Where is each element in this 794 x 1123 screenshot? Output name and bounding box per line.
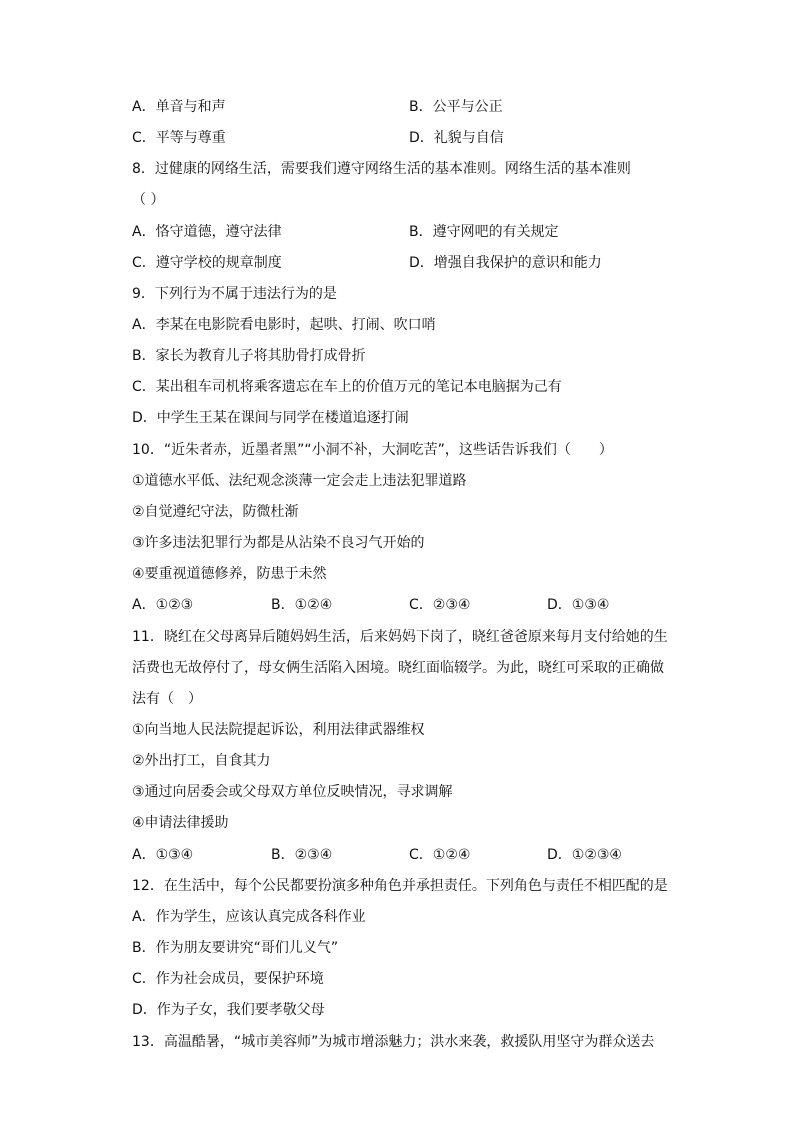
q9-stem: 9．下列行为不属于违法行为的是 xyxy=(132,286,337,302)
q7-option-b: B．公平与公正 xyxy=(409,99,503,115)
q9-option-d: D．中学生王某在课间与同学在楼道追逐打闹 xyxy=(132,410,409,426)
q12-option-c: C．作为社会成员，要保护环境 xyxy=(132,971,324,987)
q12-option-a: A．作为学生，应该认真完成各科作业 xyxy=(132,909,366,925)
q10-option-b: B．①②④ xyxy=(271,597,333,613)
q11-stem-line3: 法有（ ） xyxy=(132,691,202,707)
q10-stem: 10．“近朱者赤，近墨者黑”“小洞不补，大洞吃苦”，这些话告诉我们（ ） xyxy=(132,442,613,458)
q8-stem-line1: 8．过健康的网络生活，需要我们遵守网络生活的基本准则。网络生活的基本准则 xyxy=(132,161,631,177)
q11-stem-line1: 11．晓红在父母离异后随妈妈生活，后来妈妈下岗了，晓红爸爸原来每月支付给她的生 xyxy=(132,629,668,645)
q9-option-c: C．某出租车司机将乘客遗忘在车上的价值万元的笔记本电脑据为己有 xyxy=(132,379,562,395)
q10-statement-4: ④要重视道德修养，防患于未然 xyxy=(132,566,327,582)
q8-option-b: B．遵守网吧的有关规定 xyxy=(409,224,559,240)
q11-stem-line2: 活费也无故停付了，母女俩生活陷入困境。晓红面临辍学。为此，晓红可采取的正确做 xyxy=(132,660,664,676)
q7-option-a: A．单音与和声 xyxy=(132,99,226,115)
q12-stem: 12．在生活中，每个公民都要扮演多种角色并承担责任。下列角色与责任不相匹配的是 xyxy=(132,878,668,894)
q9-option-b: B．家长为教育儿子将其肋骨打成骨折 xyxy=(132,348,366,364)
q7-option-c: C．平等与尊重 xyxy=(132,130,226,146)
q11-option-a: A．①③④ xyxy=(132,847,194,863)
q11-option-c: C．①②④ xyxy=(409,847,471,863)
q10-option-a: A．①②③ xyxy=(132,597,194,613)
q7-option-d: D．礼貌与自信 xyxy=(409,130,504,146)
q10-option-c: C．②③④ xyxy=(409,597,471,613)
q11-statement-2: ②外出打工，自食其力 xyxy=(132,753,271,769)
q11-option-b: B．②③④ xyxy=(271,847,333,863)
q10-statement-1: ①道德水平低、法纪观念淡薄一定会走上违法犯罪道路 xyxy=(132,473,467,489)
q8-option-d: D．增强自我保护的意识和能力 xyxy=(409,255,602,271)
q9-option-a: A．李某在电影院看电影时，起哄、打闹、吹口哨 xyxy=(132,317,436,333)
q13-stem-line1: 13．高温酷暑，“城市美容师”为城市增添魅力；洪水来袭，救援队用坚守为群众送去 xyxy=(132,1034,655,1050)
q12-option-b: B．作为朋友要讲究“哥们儿义气” xyxy=(132,940,339,956)
q10-option-d: D．①③④ xyxy=(547,597,610,613)
q10-statement-3: ③许多违法犯罪行为都是从沾染不良习气开始的 xyxy=(132,535,425,551)
q11-statement-4: ④申请法律援助 xyxy=(132,815,229,831)
q11-statement-1: ①向当地人民法院提起诉讼，利用法律武器维权 xyxy=(132,722,425,738)
q8-option-c: C．遵守学校的规章制度 xyxy=(132,255,282,271)
q10-statement-2: ②自觉遵纪守法，防微杜渐 xyxy=(132,504,299,520)
q11-option-d: D．①②③④ xyxy=(547,847,622,863)
q11-statement-3: ③通过向居委会或父母双方单位反映情况，寻求调解 xyxy=(132,784,453,800)
q12-option-d: D．作为子女，我们要孝敬父母 xyxy=(132,1002,325,1018)
q8-stem-line2: （ ） xyxy=(132,192,165,208)
q8-option-a: A．恪守道德，遵守法律 xyxy=(132,224,282,240)
